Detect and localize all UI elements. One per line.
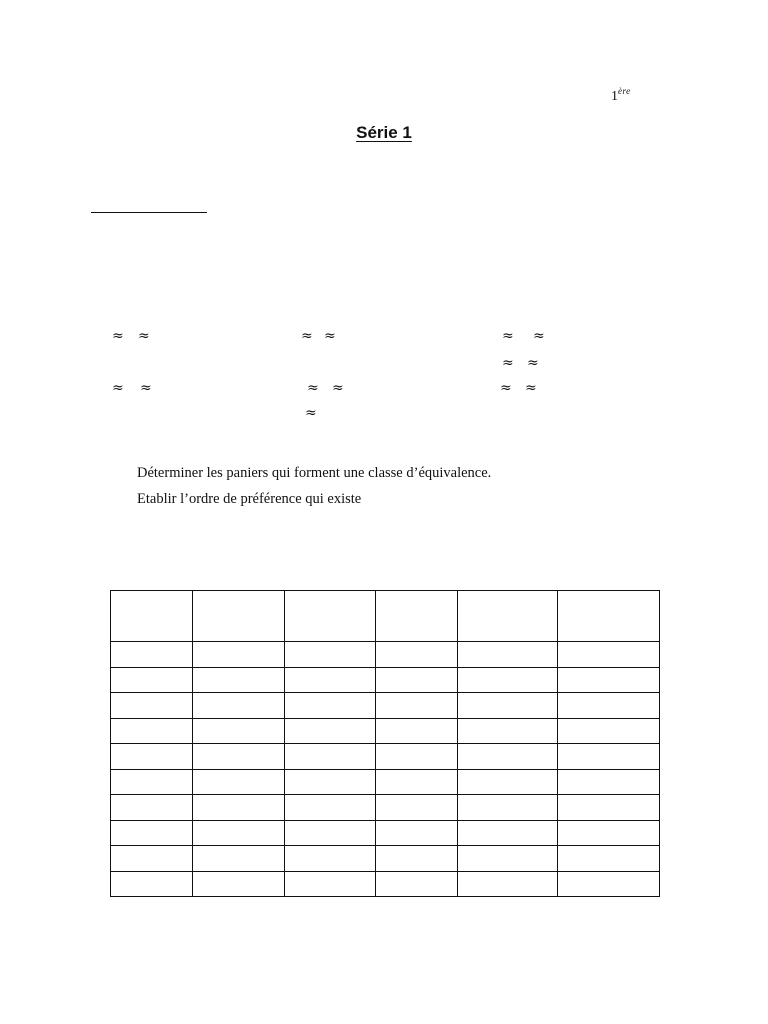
approx-symbol: ≈	[533, 328, 545, 344]
table-cell	[558, 795, 660, 821]
approx-symbol: ≈	[525, 380, 537, 396]
table-header-row	[111, 591, 660, 642]
table-cell	[376, 718, 458, 744]
table-cell	[558, 846, 660, 872]
table-cell	[458, 718, 558, 744]
table-header-cell	[193, 591, 285, 642]
table-cell	[376, 693, 458, 719]
level-label	[611, 86, 631, 105]
table-cell	[193, 846, 285, 872]
table-cell	[458, 795, 558, 821]
table-cell	[558, 744, 660, 770]
table-cell	[558, 769, 660, 795]
table-cell	[376, 744, 458, 770]
approx-symbol: ≈	[140, 380, 152, 396]
table-cell	[285, 795, 376, 821]
approx-symbol: ≈	[332, 380, 344, 396]
answer-table-body	[111, 591, 660, 897]
answer-table	[110, 590, 660, 897]
table-cell	[111, 846, 193, 872]
table-cell	[111, 642, 193, 668]
table-cell	[458, 820, 558, 846]
table-cell	[458, 642, 558, 668]
table-cell	[193, 642, 285, 668]
table-cell	[193, 693, 285, 719]
instruction-line-2: Etablir l’ordre de préférence qui existe	[137, 491, 362, 507]
table-cell	[111, 667, 193, 693]
table-row	[111, 667, 660, 693]
table-row	[111, 820, 660, 846]
table-cell	[193, 820, 285, 846]
table-cell	[193, 667, 285, 693]
page-title: Série 1	[356, 123, 412, 142]
table-cell	[111, 693, 193, 719]
table-cell	[285, 667, 376, 693]
table-cell	[458, 744, 558, 770]
table-cell	[285, 718, 376, 744]
approx-symbol: ≈	[138, 328, 150, 344]
table-cell	[458, 871, 558, 897]
table-header-cell	[285, 591, 376, 642]
table-row	[111, 769, 660, 795]
table-cell	[285, 820, 376, 846]
approx-symbol: ≈	[324, 328, 336, 344]
table-cell	[376, 871, 458, 897]
level-suffix: ère	[618, 86, 631, 96]
table-cell	[111, 795, 193, 821]
table-cell	[558, 642, 660, 668]
approx-symbol: ≈	[112, 328, 124, 344]
table-cell	[111, 769, 193, 795]
approx-symbol: ≈	[500, 380, 512, 396]
table-cell	[111, 744, 193, 770]
table-cell	[285, 769, 376, 795]
table-cell	[193, 871, 285, 897]
table-row	[111, 871, 660, 897]
level-number: 1	[611, 89, 618, 104]
section-underline	[91, 212, 207, 213]
table-header-cell	[376, 591, 458, 642]
table-cell	[285, 744, 376, 770]
table-row	[111, 795, 660, 821]
table-cell	[111, 871, 193, 897]
approx-symbol: ≈	[305, 405, 317, 421]
approx-symbol: ≈	[307, 380, 319, 396]
instruction-line-1: Déterminer les paniers qui forment une classe d’équivalence.	[137, 465, 492, 481]
table-cell	[193, 744, 285, 770]
table-cell	[558, 820, 660, 846]
table-cell	[376, 846, 458, 872]
table-cell	[376, 642, 458, 668]
table-cell	[111, 820, 193, 846]
table-cell	[376, 795, 458, 821]
approx-symbol: ≈	[502, 328, 514, 344]
table-cell	[285, 642, 376, 668]
table-cell	[458, 846, 558, 872]
table-cell	[111, 718, 193, 744]
table-cell	[285, 846, 376, 872]
approx-symbol: ≈	[112, 380, 124, 396]
approx-symbol: ≈	[301, 328, 313, 344]
approx-symbol: ≈	[527, 355, 539, 371]
table-cell	[558, 667, 660, 693]
table-cell	[193, 795, 285, 821]
table-cell	[376, 820, 458, 846]
table-header-cell	[558, 591, 660, 642]
table-row	[111, 718, 660, 744]
table-row	[111, 846, 660, 872]
table-cell	[376, 769, 458, 795]
approx-symbol: ≈	[502, 355, 514, 371]
table-cell	[458, 693, 558, 719]
table-header-cell	[111, 591, 193, 642]
table-cell	[285, 871, 376, 897]
table-row	[111, 693, 660, 719]
table-cell	[193, 718, 285, 744]
table-cell	[376, 667, 458, 693]
table-cell	[558, 871, 660, 897]
table-cell	[558, 718, 660, 744]
table-row	[111, 744, 660, 770]
table-cell	[193, 769, 285, 795]
table-cell	[285, 693, 376, 719]
table-cell	[558, 693, 660, 719]
table-header-cell	[458, 591, 558, 642]
table-cell	[458, 667, 558, 693]
table-row	[111, 642, 660, 668]
table-cell	[458, 769, 558, 795]
